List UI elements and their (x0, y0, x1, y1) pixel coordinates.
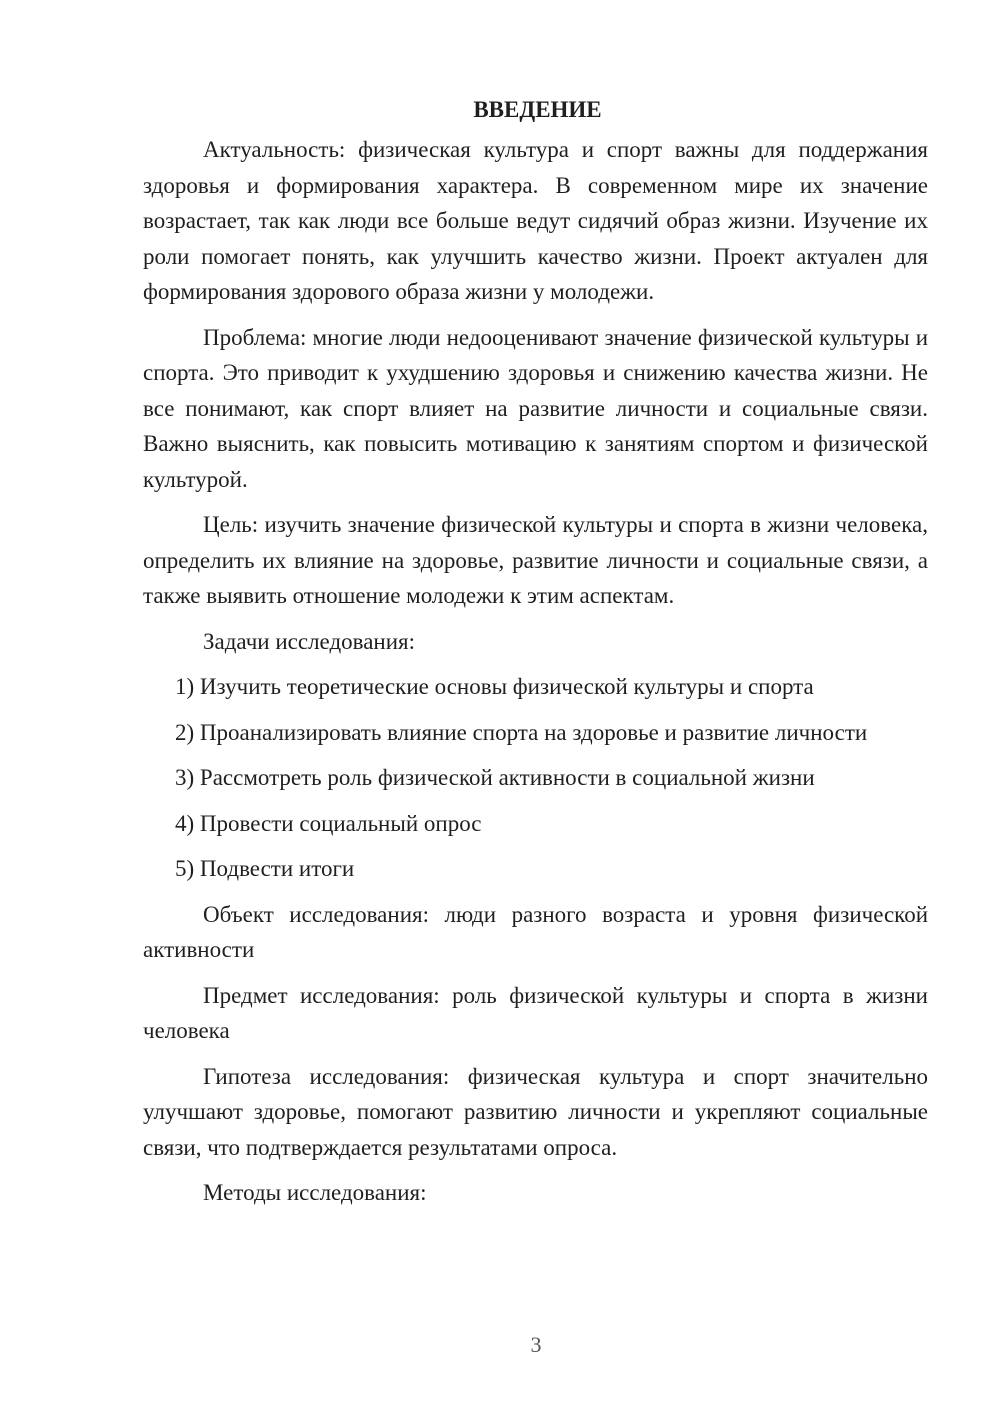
paragraph-relevance: Актуальность: физическая культура и спорт важны для поддержания здоровья и формирования характера. В современном мире их значение возрастает, так как люди все больше ведут сидячий образ жизни. Изучение их роли помогает понять, как улучшить качество жизни. Проект актуален для формирования здорового образа жизни у молодежи. (143, 137, 928, 304)
paragraph-goal: Цель: изучить значение физической культуры и спорта в жизни человека, определить их влияние на здоровье, развитие личности и социальные связи, а также выявить отношение молодежи к этим аспектам. (143, 512, 928, 608)
page-number: 3 (530, 1332, 542, 1357)
task-list-item (143, 715, 928, 751)
task-list-item (143, 806, 928, 842)
task-text: Рассмотреть роль физической активности в социальной жизни (199, 765, 815, 790)
task-text: Изучить теоретические основы физической культуры и спорта (199, 674, 814, 699)
task-text: Подвести итоги (199, 856, 355, 881)
paragraph-methods: Методы исследования: (203, 1180, 427, 1205)
task-number: 3) (175, 765, 200, 790)
paragraph-tasks-intro: Задачи исследования: (203, 628, 416, 654)
task-number: 4) (175, 810, 200, 836)
paragraph-problem: Проблема: многие люди недооценивают значение физической культуры и спорта. Это приводит к ухудшению здоровья и снижению качества жизни. Не все понимают, как спорт влияет на развитие личности и социальные связи. Важно выяснить, как повысить мотивацию к занятиям спортом и физической культурой. (143, 324, 928, 492)
task-text: Провести социальный опрос (199, 810, 482, 836)
paragraph-subject: Предмет исследования: роль физической культуры и спорта в жизни человека (143, 982, 928, 1043)
task-number: 5) (175, 856, 200, 881)
task-list-item (143, 760, 928, 796)
paragraph-object: Объект исследования: люди разного возраста и уровня физической активности (143, 901, 928, 962)
section-heading: ВВЕДЕНИЕ (473, 97, 602, 122)
task-number: 2) (175, 719, 200, 745)
task-list-item (143, 669, 928, 705)
page-content (143, 90, 928, 1221)
task-number: 1) (175, 674, 200, 699)
task-list-item (143, 851, 928, 887)
paragraph-hypothesis: Гипотеза исследования: физическая культура и спорт значительно улучшают здоровье, помогают развитию личности и укрепляют социальные связи, что подтверждается результатами опроса. (143, 1063, 928, 1160)
task-text: Проанализировать влияние спорта на здоровье и развитие личности (199, 719, 868, 745)
